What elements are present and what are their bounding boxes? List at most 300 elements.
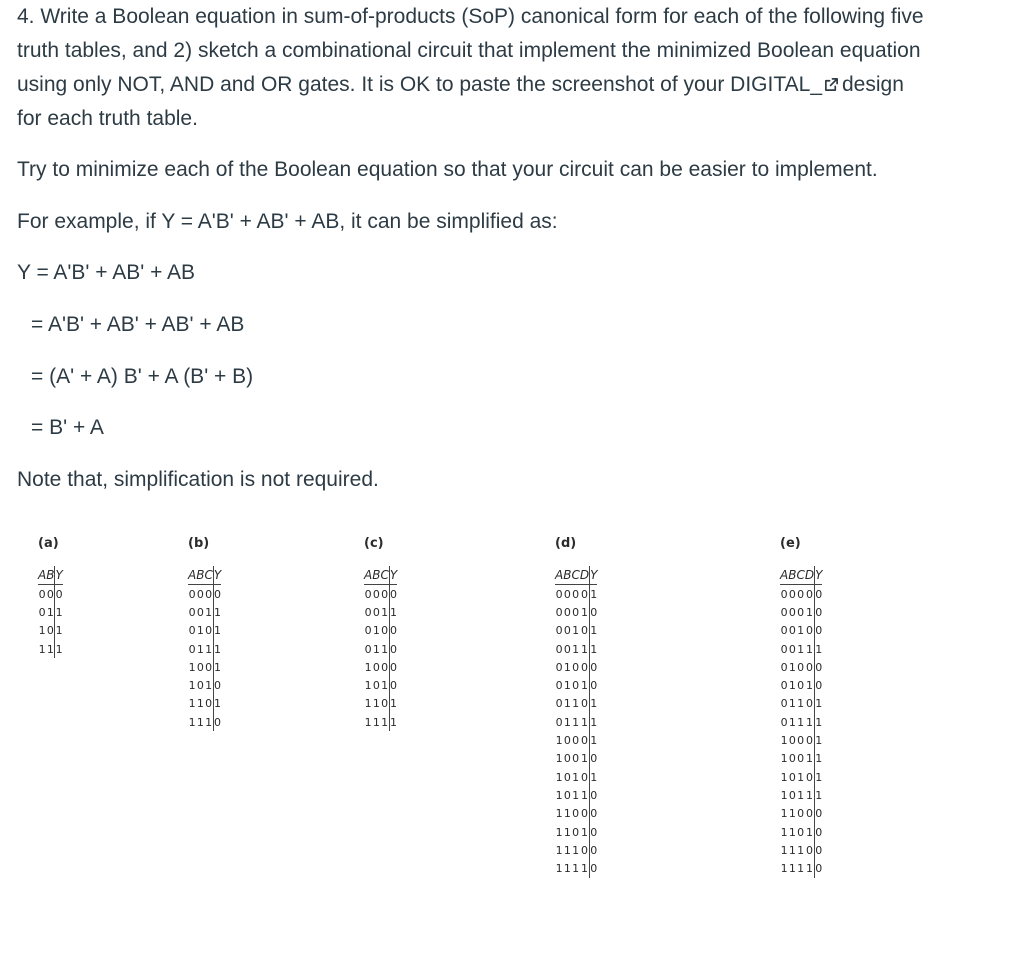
question-text — [17, 0, 1017, 136]
table-row — [555, 713, 597, 731]
table-row — [780, 585, 822, 604]
table-cell: 1 — [372, 697, 380, 711]
table-row — [555, 750, 597, 768]
table-cell: 0 — [797, 587, 805, 601]
table-row — [780, 622, 822, 640]
table-cell: 1 — [797, 642, 805, 656]
table-cell: 1 — [38, 624, 46, 638]
column-header: A — [555, 566, 563, 585]
table-cell: 0 — [580, 660, 588, 674]
table-cell: 1 — [38, 642, 46, 656]
table-row — [780, 750, 822, 768]
table-cell: 1 — [196, 715, 204, 729]
truth-table-label: (e) — [780, 536, 801, 551]
column-header: B — [196, 566, 204, 585]
column-header: Y — [590, 566, 598, 585]
table-cell: 1 — [213, 695, 221, 713]
column-header: A — [38, 566, 46, 585]
truth-table-label: (c) — [364, 536, 384, 551]
question-line-2: truth tables, and 2) sketch a combinational circuit that implement the minimized Boolean equation — [17, 39, 921, 62]
table-row — [364, 676, 397, 694]
table-cell: 0 — [555, 660, 563, 674]
table-row — [188, 622, 221, 640]
table-cell: 0 — [55, 585, 63, 604]
table-cell: 0 — [364, 642, 372, 656]
table-cell: 1 — [590, 768, 598, 786]
table-cell: 0 — [780, 624, 788, 638]
table-cell: 1 — [797, 843, 805, 857]
table-row — [555, 786, 597, 804]
table-cell: 1 — [563, 697, 571, 711]
table-cell: 0 — [572, 752, 580, 766]
table-cell: 1 — [580, 679, 588, 693]
table-cell: 1 — [389, 713, 397, 731]
column-header: A — [364, 566, 372, 585]
table-cell: 1 — [572, 715, 580, 729]
table-cell: 1 — [780, 734, 788, 748]
table-cell: 0 — [815, 603, 823, 621]
table-cell: 1 — [780, 770, 788, 784]
table-row — [555, 695, 597, 713]
table-cell: 1 — [590, 585, 598, 604]
table-cell: 1 — [780, 788, 788, 802]
table-cell: 1 — [372, 715, 380, 729]
table-cell: 1 — [55, 622, 63, 640]
table-cell: 0 — [797, 825, 805, 839]
table-cell: 0 — [38, 587, 46, 601]
column-header: B — [46, 566, 55, 585]
table-row — [780, 841, 822, 859]
column-header: C — [380, 566, 389, 585]
table-row — [780, 640, 822, 658]
table-row — [780, 713, 822, 731]
table-cell: 0 — [555, 605, 563, 619]
table-cell: 1 — [590, 695, 598, 713]
table-cell: 1 — [563, 679, 571, 693]
table-cell: 0 — [580, 770, 588, 784]
table-cell: 1 — [364, 715, 372, 729]
table-cell: 0 — [572, 734, 580, 748]
table-cell: 1 — [797, 624, 805, 638]
table-cell: 0 — [572, 807, 580, 821]
table-cell: 0 — [797, 752, 805, 766]
table-cell: 1 — [805, 862, 813, 876]
table-cell: 0 — [364, 587, 372, 601]
table-cell: 1 — [572, 697, 580, 711]
table-cell: 0 — [188, 605, 196, 619]
example-step-1: Y = A'B' + AB' + AB — [17, 261, 196, 284]
table-row — [555, 805, 597, 823]
question-line-3-text: using only NOT, AND and OR gates. It is OK to paste the screenshot of your DIGITAL — [17, 73, 811, 96]
table-cell: 1 — [590, 640, 598, 658]
table-cell: 0 — [381, 660, 389, 674]
table-cell: 1 — [580, 715, 588, 729]
question-line-3-design: design — [842, 73, 904, 96]
table-cell: 0 — [188, 642, 196, 656]
table-cell: 0 — [788, 770, 796, 784]
table-cell: 1 — [788, 807, 796, 821]
table-cell: 1 — [563, 825, 571, 839]
example-step-2: = A'B' + AB' + AB' + AB — [31, 313, 245, 336]
table-cell: 0 — [572, 825, 580, 839]
column-header: C — [204, 566, 213, 585]
table-cell: 0 — [188, 624, 196, 638]
table-cell: 1 — [780, 752, 788, 766]
question-line-1: 4. Write a Boolean equation in sum-of-products (SoP) canonical form for each of the following five — [17, 5, 924, 28]
table-row — [780, 859, 822, 877]
table-cell: 0 — [805, 624, 813, 638]
truth-table-label: (a) — [38, 536, 59, 551]
table-cell: 1 — [205, 679, 213, 693]
table-cell: 0 — [590, 823, 598, 841]
table-cell: 1 — [381, 679, 389, 693]
table-cell: 0 — [188, 587, 196, 601]
table-cell: 1 — [188, 679, 196, 693]
table-cell: 1 — [188, 715, 196, 729]
table-cell: 0 — [364, 605, 372, 619]
table-cell: 1 — [46, 605, 54, 619]
table-cell: 1 — [213, 622, 221, 640]
table-cell: 0 — [805, 697, 813, 711]
table-cell: 1 — [797, 715, 805, 729]
table-cell: 1 — [815, 768, 823, 786]
table-cell: 1 — [213, 658, 221, 676]
table-cell: 0 — [590, 805, 598, 823]
table-cell: 1 — [805, 715, 813, 729]
table-cell: 0 — [580, 843, 588, 857]
column-header: A — [780, 566, 788, 585]
table-cell: 0 — [372, 660, 380, 674]
column-header: Y — [815, 566, 823, 585]
table-cell: 0 — [815, 585, 823, 604]
table-cell: 0 — [46, 587, 54, 601]
table-cell: 1 — [788, 660, 796, 674]
table-cell: 1 — [590, 713, 598, 731]
table-cell: 0 — [797, 679, 805, 693]
table-header-row — [364, 566, 397, 585]
table-cell: 0 — [563, 605, 571, 619]
truth-table-label: (b) — [188, 536, 210, 551]
truth-table-grid — [780, 566, 822, 878]
table-cell: 0 — [580, 807, 588, 821]
table-cell: 1 — [815, 713, 823, 731]
table-row — [780, 731, 822, 749]
column-header: Y — [389, 566, 397, 585]
table-cell: 0 — [196, 660, 204, 674]
table-cell: 1 — [372, 642, 380, 656]
table-row — [555, 768, 597, 786]
table-row — [188, 603, 221, 621]
table-cell: 1 — [780, 807, 788, 821]
column-header: Y — [55, 566, 63, 585]
table-cell: 0 — [590, 859, 598, 877]
table-cell: 1 — [797, 697, 805, 711]
table-cell: 0 — [372, 679, 380, 693]
table-row — [780, 603, 822, 621]
table-cell: 0 — [563, 752, 571, 766]
table-cell: 0 — [590, 603, 598, 621]
table-cell: 1 — [389, 695, 397, 713]
table-row — [555, 841, 597, 859]
table-cell: 0 — [381, 624, 389, 638]
table-cell: 0 — [805, 807, 813, 821]
table-cell: 0 — [788, 734, 796, 748]
table-cell: 0 — [815, 859, 823, 877]
table-cell: 0 — [389, 622, 397, 640]
table-cell: 0 — [590, 676, 598, 694]
table-row — [555, 603, 597, 621]
table-cell: 0 — [555, 624, 563, 638]
table-row — [555, 859, 597, 877]
table-cell: 1 — [389, 603, 397, 621]
table-cell: 0 — [805, 770, 813, 784]
table-cell: 1 — [572, 642, 580, 656]
truth-table-grid — [38, 566, 63, 658]
table-row — [555, 658, 597, 676]
table-row — [555, 640, 597, 658]
table-cell: 0 — [563, 734, 571, 748]
table-cell: 1 — [788, 697, 796, 711]
table-row — [555, 622, 597, 640]
table-row — [188, 640, 221, 658]
table-cell: 0 — [205, 697, 213, 711]
table-cell: 1 — [780, 825, 788, 839]
table-cell: 0 — [815, 676, 823, 694]
column-header: B — [372, 566, 380, 585]
table-row — [555, 731, 597, 749]
table-cell: 0 — [213, 713, 221, 731]
table-cell: 0 — [555, 642, 563, 656]
table-cell: 1 — [364, 660, 372, 674]
table-cell: 1 — [188, 697, 196, 711]
table-cell: 1 — [797, 770, 805, 784]
table-cell: 0 — [780, 660, 788, 674]
truth-table-grid — [364, 566, 397, 731]
table-cell: 1 — [572, 862, 580, 876]
table-cell: 1 — [572, 843, 580, 857]
digital-link-trail[interactable]: _ — [810, 73, 822, 96]
table-cell: 0 — [205, 660, 213, 674]
table-header-row — [555, 566, 597, 585]
table-cell: 1 — [805, 642, 813, 656]
table-cell: 1 — [381, 715, 389, 729]
table-cell: 1 — [805, 605, 813, 619]
table-cell: 0 — [205, 587, 213, 601]
minimize-note: Try to minimize each of the Boolean equation so that your circuit can be easier to implement. — [17, 158, 878, 181]
table-cell: 0 — [815, 658, 823, 676]
table-cell: 0 — [364, 624, 372, 638]
table-cell: 0 — [797, 660, 805, 674]
table-row — [188, 695, 221, 713]
table-cell: 1 — [780, 843, 788, 857]
table-row — [38, 622, 63, 640]
table-cell: 0 — [815, 805, 823, 823]
table-row — [364, 640, 397, 658]
table-row — [38, 603, 63, 621]
table-header-row — [780, 566, 822, 585]
table-cell: 1 — [196, 624, 204, 638]
table-cell: 0 — [46, 624, 54, 638]
table-cell: 1 — [572, 624, 580, 638]
table-cell: 0 — [780, 605, 788, 619]
table-cell: 0 — [788, 587, 796, 601]
table-cell: 1 — [805, 825, 813, 839]
table-cell: 1 — [815, 695, 823, 713]
table-cell: 1 — [555, 825, 563, 839]
table-row — [780, 805, 822, 823]
table-cell: 1 — [572, 770, 580, 784]
truth-table-grid — [555, 566, 597, 878]
table-cell: 1 — [213, 640, 221, 658]
table-cell: 0 — [580, 587, 588, 601]
table-cell: 1 — [196, 642, 204, 656]
table-cell: 0 — [797, 734, 805, 748]
table-cell: 0 — [563, 770, 571, 784]
table-cell: 0 — [815, 841, 823, 859]
table-cell: 0 — [563, 587, 571, 601]
table-cell: 0 — [780, 697, 788, 711]
table-cell: 1 — [580, 642, 588, 656]
table-row — [780, 658, 822, 676]
table-cell: 0 — [555, 715, 563, 729]
table-cell: 0 — [572, 660, 580, 674]
question-line-4: for each truth table. — [17, 107, 198, 130]
table-row — [780, 676, 822, 694]
table-cell: 1 — [815, 750, 823, 768]
table-row — [364, 713, 397, 731]
table-cell: 1 — [205, 715, 213, 729]
table-cell: 0 — [389, 585, 397, 604]
column-header: C — [571, 566, 579, 585]
table-cell: 1 — [213, 603, 221, 621]
example-step-3: = (A' + A) B' + A (B' + B) — [31, 365, 254, 388]
table-cell: 0 — [797, 605, 805, 619]
table-cell: 1 — [555, 734, 563, 748]
table-cell: 0 — [580, 624, 588, 638]
table-cell: 0 — [372, 587, 380, 601]
table-cell: 1 — [381, 605, 389, 619]
table-cell: 1 — [788, 715, 796, 729]
table-cell: 0 — [815, 823, 823, 841]
table-row — [188, 713, 221, 731]
column-header: B — [788, 566, 796, 585]
table-cell: 1 — [797, 862, 805, 876]
table-cell: 0 — [590, 658, 598, 676]
table-cell: 1 — [797, 788, 805, 802]
table-cell: 0 — [381, 697, 389, 711]
table-cell: 1 — [563, 843, 571, 857]
table-cell: 0 — [788, 624, 796, 638]
table-cell: 0 — [196, 587, 204, 601]
table-cell: 1 — [572, 788, 580, 802]
table-cell: 1 — [205, 605, 213, 619]
table-cell: 1 — [563, 862, 571, 876]
table-row — [188, 658, 221, 676]
truth-tables — [0, 536, 1024, 936]
table-cell: 0 — [205, 624, 213, 638]
table-cell: 1 — [555, 843, 563, 857]
table-cell: 0 — [563, 788, 571, 802]
table-row — [188, 676, 221, 694]
table-cell: 1 — [788, 679, 796, 693]
table-cell: 0 — [213, 676, 221, 694]
table-row — [38, 640, 63, 658]
table-cell: 1 — [580, 862, 588, 876]
table-cell: 0 — [590, 841, 598, 859]
table-row — [780, 695, 822, 713]
table-cell: 1 — [555, 752, 563, 766]
table-cell: 1 — [580, 605, 588, 619]
table-cell: 1 — [205, 642, 213, 656]
table-cell: 0 — [213, 585, 221, 604]
table-cell: 0 — [389, 640, 397, 658]
table-cell: 1 — [555, 862, 563, 876]
table-row — [555, 676, 597, 694]
table-cell: 0 — [563, 642, 571, 656]
table-cell: 1 — [788, 825, 796, 839]
table-row — [364, 695, 397, 713]
table-cell: 0 — [555, 587, 563, 601]
truth-table-label: (d) — [555, 536, 577, 551]
table-cell: 0 — [555, 697, 563, 711]
table-row — [780, 823, 822, 841]
table-cell: 0 — [788, 788, 796, 802]
table-cell: 1 — [196, 697, 204, 711]
table-cell: 1 — [381, 642, 389, 656]
table-cell: 1 — [780, 862, 788, 876]
table-cell: 1 — [364, 679, 372, 693]
table-cell: 0 — [788, 642, 796, 656]
table-cell: 1 — [555, 788, 563, 802]
table-cell: 0 — [196, 605, 204, 619]
table-cell: 1 — [555, 807, 563, 821]
column-header: B — [563, 566, 571, 585]
table-cell: 0 — [572, 679, 580, 693]
table-header-row — [188, 566, 221, 585]
table-cell: 0 — [780, 642, 788, 656]
table-cell: 1 — [788, 862, 796, 876]
table-cell: 1 — [815, 786, 823, 804]
table-cell: 0 — [580, 734, 588, 748]
example-intro: For example, if Y = A'B' + AB' + AB, it can be simplified as: — [17, 210, 558, 233]
table-cell: 1 — [364, 697, 372, 711]
table-row — [364, 585, 397, 604]
table-cell: 0 — [805, 734, 813, 748]
table-cell: 1 — [563, 807, 571, 821]
external-link-icon[interactable] — [824, 69, 839, 84]
table-cell: 0 — [580, 697, 588, 711]
table-cell: 0 — [572, 605, 580, 619]
table-cell: 0 — [590, 786, 598, 804]
table-cell: 1 — [580, 825, 588, 839]
table-header-row — [38, 566, 63, 585]
column-header: C — [796, 566, 804, 585]
table-cell: 1 — [563, 715, 571, 729]
column-header: D — [580, 566, 590, 585]
column-header: A — [188, 566, 196, 585]
table-cell: 1 — [372, 624, 380, 638]
table-cell: 1 — [555, 770, 563, 784]
table-cell: 0 — [372, 605, 380, 619]
table-row — [555, 585, 597, 604]
table-cell: 1 — [805, 752, 813, 766]
table-row — [364, 658, 397, 676]
table-cell: 0 — [196, 679, 204, 693]
table-cell: 1 — [580, 752, 588, 766]
table-cell: 0 — [780, 587, 788, 601]
table-row — [364, 603, 397, 621]
table-cell: 0 — [555, 679, 563, 693]
